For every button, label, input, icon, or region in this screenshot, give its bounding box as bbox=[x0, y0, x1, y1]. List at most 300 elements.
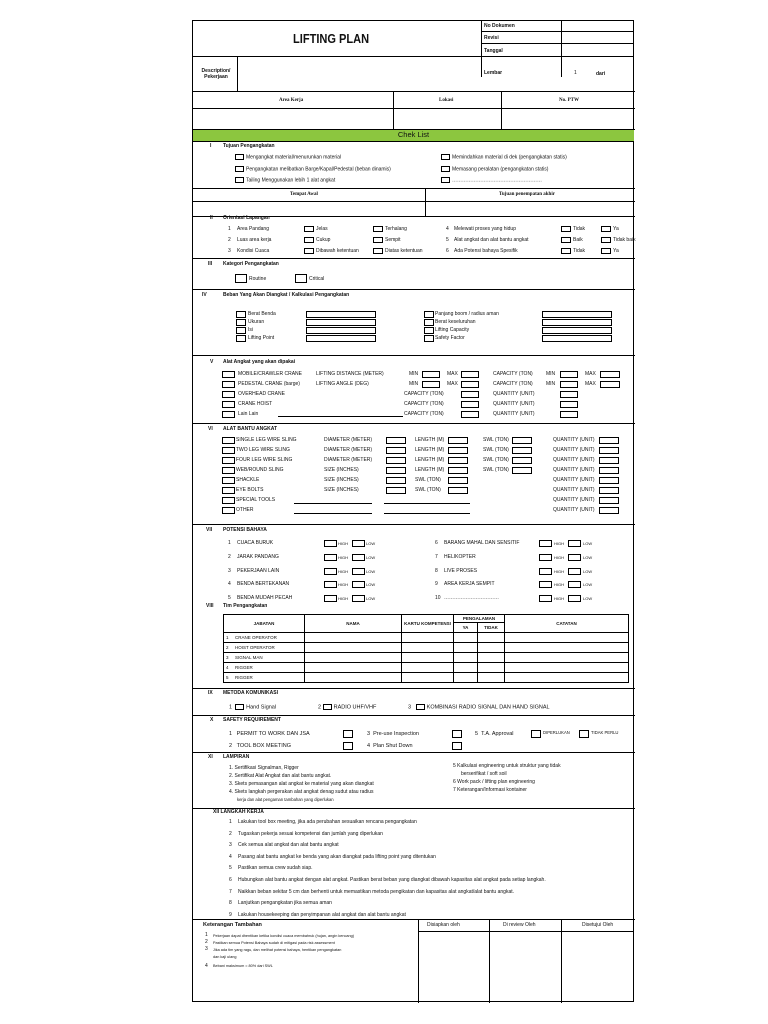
s6-field-b[interactable] bbox=[448, 437, 468, 444]
s4-left-checkbox[interactable] bbox=[236, 327, 246, 334]
team-catatan-cell[interactable] bbox=[505, 643, 629, 653]
s5-max2-field[interactable] bbox=[600, 371, 620, 378]
s1-opt-2[interactable]: Pengangkatan melibatkan Barge/Kapal/Pedestal (beban dinamis) bbox=[235, 166, 391, 173]
th-tidak: TIDAK bbox=[478, 623, 505, 633]
s7-high-checkbox[interactable] bbox=[539, 568, 552, 575]
team-catatan-cell[interactable] bbox=[505, 653, 629, 663]
s7-low-checkbox[interactable] bbox=[352, 581, 365, 588]
s2-opt1-checkbox[interactable] bbox=[304, 237, 314, 243]
s2-opt4-checkbox[interactable] bbox=[601, 226, 611, 232]
s6-field-c[interactable] bbox=[512, 447, 532, 454]
s6-item-label: SPECIAL TOOLS bbox=[236, 497, 276, 503]
table-row bbox=[224, 673, 629, 683]
s6-param-b: LENGTH (M) bbox=[415, 467, 445, 473]
s4-left-value-field[interactable] bbox=[306, 319, 376, 326]
s6-param-b: LENGTH (M) bbox=[415, 457, 445, 463]
s2-opt4-checkbox[interactable] bbox=[601, 237, 611, 243]
s12-step-text: Tugaskan pekerja sesuai kompetensi dan jumlah yang diperlukan bbox=[238, 830, 383, 837]
team-catatan-cell[interactable] bbox=[505, 663, 629, 673]
s6-field-d[interactable] bbox=[599, 437, 619, 444]
fill-line[interactable] bbox=[294, 503, 372, 504]
s2-opt1-checkbox[interactable] bbox=[304, 248, 314, 254]
s11-attachment-left: 3. Skets pemasangan alat angkat ke material yang akan diangkat bbox=[229, 781, 374, 787]
s4-right-checkbox[interactable] bbox=[424, 311, 434, 318]
s7-high-label: HIGH bbox=[338, 595, 348, 601]
s2-row-num: 3 bbox=[228, 248, 231, 254]
s1-opt-1[interactable]: Mengangkat material/menurunkan material bbox=[235, 154, 341, 161]
s6-field-a[interactable] bbox=[386, 477, 406, 484]
team-ya-cell[interactable] bbox=[454, 673, 478, 683]
team-tidak-cell[interactable] bbox=[478, 673, 505, 683]
s4-left-checkbox[interactable] bbox=[236, 319, 246, 326]
meta-label-no-dokumen: No Dokumen bbox=[484, 23, 515, 29]
s5-checkbox[interactable] bbox=[222, 381, 235, 388]
s9-opt-1[interactable]: 1 Hand Signal bbox=[229, 704, 277, 711]
team-ya-cell[interactable] bbox=[454, 633, 478, 643]
fill-line[interactable] bbox=[384, 503, 470, 504]
s6-field-d[interactable] bbox=[599, 497, 619, 504]
s6-item-label: FOUR LEG WIRE SLING bbox=[236, 457, 293, 463]
fill-line[interactable] bbox=[278, 416, 403, 417]
team-catatan-cell[interactable] bbox=[505, 633, 629, 643]
s5-min2-label: MIN bbox=[546, 371, 556, 377]
team-row-num: 4 bbox=[226, 664, 229, 670]
s12-step-num: 7 bbox=[229, 888, 232, 895]
s6-field-d[interactable] bbox=[599, 467, 619, 474]
s6-field-d[interactable] bbox=[599, 507, 619, 514]
s7-high-checkbox[interactable] bbox=[539, 581, 552, 588]
s6-field-a[interactable] bbox=[386, 457, 406, 464]
s5-min-label: MIN bbox=[409, 381, 419, 387]
s4-left-checkbox[interactable] bbox=[236, 311, 246, 318]
checkbox[interactable] bbox=[416, 704, 425, 710]
description-label: Description/ Pekerjaan bbox=[201, 68, 231, 80]
team-tidak-cell[interactable] bbox=[478, 653, 505, 663]
s5-param-1: CAPACITY (TON) bbox=[404, 391, 444, 397]
s7-high-checkbox[interactable] bbox=[324, 554, 337, 561]
s7-low-label: LOW bbox=[583, 581, 593, 587]
s9-title: METODA KOMUNIKASI bbox=[223, 690, 278, 696]
s4-right-label: Berat keseluruhan bbox=[435, 319, 476, 325]
team-kartu-cell[interactable] bbox=[402, 643, 454, 653]
s10-title: SAFETY REQUIREMENT bbox=[223, 717, 281, 723]
s5-param2-field[interactable] bbox=[560, 391, 578, 398]
s6-checkbox[interactable] bbox=[222, 477, 235, 484]
s5-max-field[interactable] bbox=[461, 381, 479, 388]
s10-item-3: 3 Pre-use Inspection bbox=[367, 731, 419, 737]
s5-max-label: MAX bbox=[447, 381, 458, 387]
ket-num: 3 bbox=[205, 946, 208, 953]
ket-text: Jika ada tim yang ragu, dan melihat potensi bahaya, hentikan pengangkatan bbox=[213, 947, 342, 952]
s11-attachment-left: 2. Sertifikat Alat Angkat dan alat bantu angkat. bbox=[229, 773, 332, 779]
checkbox[interactable] bbox=[441, 177, 450, 183]
s4-right-checkbox[interactable] bbox=[424, 327, 434, 334]
s9-num: IX bbox=[208, 690, 213, 696]
s6-checkbox[interactable] bbox=[222, 507, 235, 514]
s4-left-value-field[interactable] bbox=[306, 335, 376, 342]
s6-field-a[interactable] bbox=[386, 447, 406, 454]
team-role-cell bbox=[224, 653, 305, 663]
s7-high-checkbox[interactable] bbox=[539, 554, 552, 561]
s6-field-d[interactable] bbox=[599, 447, 619, 454]
s7-low-checkbox[interactable] bbox=[352, 568, 365, 575]
s6-param-a: DIAMETER (METER) bbox=[324, 457, 373, 463]
s1-opt-5[interactable]: Memasang peralatan (pengangkatan statis) bbox=[441, 166, 548, 173]
s5-param-1: LIFTING ANGLE (DEG) bbox=[316, 381, 369, 387]
s5-crane-label: OVERHEAD CRANE bbox=[238, 391, 285, 397]
s6-field-b[interactable] bbox=[448, 467, 468, 474]
team-nama-cell[interactable] bbox=[305, 653, 402, 663]
s4-left-checkbox[interactable] bbox=[236, 335, 246, 342]
s6-item-label: WEB/ROUND SLING bbox=[236, 467, 284, 473]
s4-left-value-field[interactable] bbox=[306, 327, 376, 334]
s7-high-label: HIGH bbox=[554, 568, 564, 574]
dari-label: dari bbox=[596, 71, 606, 77]
team-role-label: HOIST OPERATOR bbox=[235, 644, 275, 650]
s1-num: I bbox=[210, 143, 212, 149]
s5-param-2: QUANTITY (UNIT) bbox=[493, 401, 535, 407]
s7-high-label: HIGH bbox=[338, 540, 348, 546]
s4-right-label: Safety Factor bbox=[435, 335, 465, 341]
meta-label-revisi: Revisi bbox=[484, 35, 499, 41]
table-row bbox=[224, 643, 629, 653]
team-nama-cell[interactable] bbox=[305, 663, 402, 673]
ket-text: Pekerjaan dapat dhentikan ketika kondisi cuaca membahruk (hujan, angin kencang) bbox=[213, 933, 354, 938]
s7-hazard-label: JARAK PANDANG bbox=[237, 554, 279, 560]
s5-checkbox[interactable] bbox=[222, 371, 235, 378]
s2-num: II bbox=[210, 215, 213, 221]
s5-param1-field[interactable] bbox=[461, 401, 479, 408]
s6-param-a: SIZE (INCHES) bbox=[324, 487, 359, 493]
s6-checkbox[interactable] bbox=[222, 447, 235, 454]
s6-param-b: LENGTH (M) bbox=[415, 447, 445, 453]
s7-high-checkbox[interactable] bbox=[324, 568, 337, 575]
s7-high-checkbox[interactable] bbox=[539, 540, 552, 547]
s11-attachment-right: berserifikat / soft soil bbox=[461, 771, 507, 777]
s5-crane-label: Lain Lain bbox=[238, 411, 259, 417]
s5-checkbox[interactable] bbox=[222, 411, 235, 418]
s2-opt3-checkbox[interactable] bbox=[561, 248, 571, 254]
checkbox[interactable] bbox=[323, 704, 332, 710]
s7-title: POTENSI BAHAYA bbox=[223, 527, 267, 533]
s12-step-num: 6 bbox=[229, 877, 232, 883]
area-kerja-label: Area Kerja bbox=[279, 98, 304, 103]
s7-hazard-label: BENDA MUDAH PECAH bbox=[237, 595, 293, 601]
s6-param-d: QUANTITY (UNIT) bbox=[553, 477, 595, 483]
s5-min-label: MIN bbox=[409, 371, 419, 377]
s6-param-d: QUANTITY (UNIT) bbox=[553, 437, 595, 443]
checkbox[interactable] bbox=[441, 166, 450, 172]
s3-routine[interactable]: Routine bbox=[235, 274, 266, 283]
s5-param2-field[interactable] bbox=[560, 401, 578, 408]
team-row-num: 2 bbox=[226, 644, 229, 650]
s2-opt1-checkbox[interactable] bbox=[304, 226, 314, 232]
s4-left-label: Ukuran bbox=[248, 319, 265, 325]
s6-field-d[interactable] bbox=[599, 457, 619, 464]
s10-num: X bbox=[210, 717, 214, 723]
s4-right-value-field[interactable] bbox=[542, 319, 612, 326]
s7-hazard-label: CUACA BURUK bbox=[237, 540, 274, 546]
s6-field-b[interactable] bbox=[448, 487, 468, 494]
s2-opt2-label: Terhalang bbox=[385, 226, 407, 232]
s6-param-a: DIAMETER (METER) bbox=[324, 437, 373, 443]
team-catatan-cell[interactable] bbox=[505, 673, 629, 683]
team-nama-cell[interactable] bbox=[305, 673, 402, 683]
fill-line[interactable] bbox=[384, 513, 470, 514]
s6-field-c[interactable] bbox=[512, 457, 532, 464]
team-kartu-cell[interactable] bbox=[402, 653, 454, 663]
s5-checkbox[interactable] bbox=[222, 401, 235, 408]
s7-high-checkbox[interactable] bbox=[539, 595, 552, 602]
s10-item-4: 4 Plan Shut Down bbox=[367, 743, 413, 749]
s4-right-checkbox[interactable] bbox=[424, 319, 434, 326]
team-tidak-cell[interactable] bbox=[478, 633, 505, 643]
s5-param-1: LIFTING DISTANCE (METER) bbox=[316, 371, 384, 377]
s7-high-checkbox[interactable] bbox=[324, 540, 337, 547]
meta-label-tanggal: Tanggal bbox=[484, 48, 503, 54]
s7-low-checkbox[interactable] bbox=[352, 595, 365, 602]
s4-left-label: Lifting Point bbox=[248, 335, 275, 341]
s7-num: 9 bbox=[435, 581, 438, 587]
s6-title: ALAT BANTU ANGKAT bbox=[223, 426, 278, 432]
table-row bbox=[224, 633, 629, 643]
s6-param-d: QUANTITY (UNIT) bbox=[553, 447, 595, 453]
s5-max-label: MAX bbox=[447, 371, 458, 377]
s12-step-num: 5 bbox=[229, 865, 232, 872]
s10-checkbox-2[interactable] bbox=[343, 742, 353, 750]
s6-checkbox[interactable] bbox=[222, 437, 235, 444]
s12-step-text: Lanjutkan pengangkatan jika semua aman bbox=[238, 900, 332, 907]
s5-param2-field[interactable] bbox=[560, 411, 578, 418]
s4-title: Beban Yang Akan Diangkat / Kalkulasi Pengangkatan bbox=[223, 292, 350, 298]
s6-field-a[interactable] bbox=[386, 437, 406, 444]
s7-num: 8 bbox=[435, 568, 438, 574]
s6-param-b: LENGTH (M) bbox=[415, 437, 445, 443]
team-kartu-cell[interactable] bbox=[402, 633, 454, 643]
s5-max2-label: MAX bbox=[585, 381, 596, 387]
s6-field-b[interactable] bbox=[448, 447, 468, 454]
team-kartu-cell[interactable] bbox=[402, 663, 454, 673]
s10-diperlukan: DIPERLUKAN bbox=[543, 730, 570, 735]
s6-param-c: SWL (TON) bbox=[483, 437, 509, 443]
s7-low-label: LOW bbox=[583, 568, 593, 574]
s8-title: Tim Pengangkatan bbox=[223, 603, 268, 609]
s2-opt3-checkbox[interactable] bbox=[561, 226, 571, 232]
s7-num: 7 bbox=[435, 554, 438, 560]
s7-low-checkbox[interactable] bbox=[352, 554, 365, 561]
s5-min-field[interactable] bbox=[422, 381, 440, 388]
s2-opt3-label: Baik bbox=[573, 237, 583, 243]
s7-hazard-label: AREA KERJA SEMPIT bbox=[444, 581, 495, 587]
s5-checkbox[interactable] bbox=[222, 391, 235, 398]
s10-checkbox-1[interactable] bbox=[343, 730, 353, 738]
s7-num: 6 bbox=[435, 540, 438, 546]
s7-high-checkbox[interactable] bbox=[324, 595, 337, 602]
s9-opt-3[interactable]: 3 KOMBINASI RADIO SIGNAL DAN HAND SIGNAL bbox=[408, 704, 550, 711]
checklist-header bbox=[193, 129, 634, 142]
s7-low-label: LOW bbox=[583, 540, 593, 546]
s2-opt1-label: Cukup bbox=[316, 237, 331, 243]
s7-low-checkbox[interactable] bbox=[352, 540, 365, 547]
th-jabatan: JABATAN bbox=[224, 615, 305, 633]
team-tidak-cell[interactable] bbox=[478, 643, 505, 653]
team-role-label: RIGGER bbox=[235, 664, 253, 670]
lifting-plan-form bbox=[192, 20, 634, 1002]
lokasi-label: Lokasi bbox=[439, 98, 454, 103]
s10-checkbox-4[interactable] bbox=[452, 742, 462, 750]
team-ya-cell[interactable] bbox=[454, 653, 478, 663]
s7-high-label: HIGH bbox=[338, 554, 348, 560]
s6-field-b[interactable] bbox=[448, 477, 468, 484]
s5-param1-field[interactable] bbox=[461, 391, 479, 398]
team-role-cell bbox=[224, 633, 305, 643]
team-ya-cell[interactable] bbox=[454, 663, 478, 673]
s7-hazard-label: BARANG MAHAL DAN SENSITIF bbox=[444, 540, 520, 546]
s6-param-d: QUANTITY (UNIT) bbox=[553, 507, 595, 513]
s6-item-label: EYE BOLTS bbox=[236, 487, 264, 493]
s8-num: VIII bbox=[206, 603, 214, 609]
s7-num: 5 bbox=[228, 595, 231, 601]
s4-right-checkbox[interactable] bbox=[424, 335, 434, 342]
s5-min2-field[interactable] bbox=[560, 371, 578, 378]
s2-opt4-checkbox[interactable] bbox=[601, 248, 611, 254]
s3-critical[interactable]: Critical bbox=[295, 274, 324, 283]
s1-opt-3[interactable]: Tailing Menggunakan lebih 1 alat angkat bbox=[235, 177, 335, 184]
s6-field-c[interactable] bbox=[512, 467, 532, 474]
s12-step-num: 9 bbox=[229, 911, 232, 918]
s2-title: Orientasi Lapangan bbox=[223, 215, 270, 221]
fill-line[interactable] bbox=[294, 513, 372, 514]
s7-high-checkbox[interactable] bbox=[324, 581, 337, 588]
s6-checkbox[interactable] bbox=[222, 457, 235, 464]
s5-max-field[interactable] bbox=[461, 371, 479, 378]
team-tidak-cell[interactable] bbox=[478, 663, 505, 673]
s7-low-checkbox[interactable] bbox=[568, 595, 581, 602]
table-row bbox=[224, 663, 629, 673]
s6-field-d[interactable] bbox=[599, 487, 619, 494]
s6-param-d: QUANTITY (UNIT) bbox=[553, 487, 595, 493]
s7-hazard-label: …………………………… bbox=[444, 595, 499, 601]
s4-right-label: Panjang boom / radius aman bbox=[435, 311, 499, 317]
tujuan-akhir-label: Tujuan penempatan akhir bbox=[499, 192, 555, 197]
s3-title: Kategori Pengangkatan bbox=[223, 261, 279, 267]
s12-step-text: Pasang alat bantu angkat ke benda yang akan diangkat pada lifting point yang ditentukan bbox=[238, 853, 436, 860]
s2-row-num: 2 bbox=[228, 237, 231, 243]
s6-field-c[interactable] bbox=[512, 437, 532, 444]
s6-param-d: QUANTITY (UNIT) bbox=[553, 467, 595, 473]
s4-right-value-field[interactable] bbox=[542, 311, 612, 318]
checkbox[interactable] bbox=[235, 274, 247, 283]
s5-max2-field[interactable] bbox=[600, 381, 620, 388]
s1-opt-4[interactable]: Memindahkan material di dek (pengangkatan statis) bbox=[441, 154, 567, 161]
s6-item-label: SHACKLE bbox=[236, 477, 260, 483]
s2-opt2-checkbox[interactable] bbox=[373, 226, 383, 232]
s2-opt4-label: Tidak baik bbox=[613, 237, 636, 243]
s2-opt3-label: Tidak bbox=[573, 248, 586, 254]
s5-crane-label: CRANE HOIST bbox=[238, 401, 273, 407]
s5-min-field[interactable] bbox=[422, 371, 440, 378]
team-nama-cell[interactable] bbox=[305, 643, 402, 653]
ket-text: dan kaji ulang bbox=[213, 955, 237, 960]
lembar-value: 1 bbox=[574, 70, 577, 76]
s11-attachment-right: 6 Work pack / lifting plan engineering bbox=[453, 779, 535, 785]
s1-opt-6[interactable]: ……………………………………………… bbox=[441, 177, 542, 184]
checkbox[interactable] bbox=[235, 166, 244, 172]
s6-checkbox[interactable] bbox=[222, 497, 235, 504]
s11-attachment-left: 1. Sertifikasi Signalman, Rigger bbox=[229, 765, 299, 771]
s7-low-label: LOW bbox=[583, 595, 593, 601]
s4-right-value-field[interactable] bbox=[542, 327, 612, 334]
s5-title: Alat Angkat yang akan dipakai bbox=[223, 359, 296, 365]
s12-step-text: Hubungkan alat bantu angkat dengan alat angkat. Pastikan berat beban yang diangkat dibawah kapasitas alat angkat pada setiap langkah. bbox=[238, 877, 546, 883]
team-role-cell bbox=[224, 673, 305, 683]
s5-min2-field[interactable] bbox=[560, 381, 578, 388]
checkbox[interactable] bbox=[235, 704, 244, 710]
s10-tidak-perlu: TIDAK PERLU bbox=[591, 730, 619, 735]
checkbox[interactable] bbox=[235, 154, 244, 160]
team-role-label: SIGNAL MAN bbox=[235, 654, 263, 660]
s2-opt2-checkbox[interactable] bbox=[373, 237, 383, 243]
s2-row-label: Area Pandang bbox=[237, 226, 269, 232]
team-row-num: 1 bbox=[226, 634, 229, 640]
s7-low-checkbox[interactable] bbox=[568, 581, 581, 588]
s4-left-label: Isi bbox=[248, 327, 253, 333]
s2-opt2-checkbox[interactable] bbox=[373, 248, 383, 254]
s2-opt3-checkbox[interactable] bbox=[561, 237, 571, 243]
checkbox[interactable] bbox=[295, 274, 307, 283]
s6-checkbox[interactable] bbox=[222, 467, 235, 474]
s7-high-label: HIGH bbox=[554, 554, 564, 560]
s6-param-c: SWL (TON) bbox=[483, 467, 509, 473]
s7-low-checkbox[interactable] bbox=[568, 554, 581, 561]
table-row bbox=[224, 653, 629, 663]
s4-left-value-field[interactable] bbox=[306, 311, 376, 318]
checkbox[interactable] bbox=[441, 154, 450, 160]
s7-high-label: HIGH bbox=[338, 568, 348, 574]
checklist-title: Chek List bbox=[397, 130, 430, 139]
s6-field-d[interactable] bbox=[599, 477, 619, 484]
ket-num: 1 bbox=[205, 932, 208, 938]
s2-opt2-label: Sempit bbox=[385, 237, 401, 243]
team-ya-cell[interactable] bbox=[454, 643, 478, 653]
team-kartu-cell[interactable] bbox=[402, 673, 454, 683]
s6-checkbox[interactable] bbox=[222, 487, 235, 494]
s7-low-checkbox[interactable] bbox=[568, 568, 581, 575]
s4-left-label: Berat Benda bbox=[248, 311, 276, 317]
team-row-num: 5 bbox=[226, 674, 229, 680]
s7-low-checkbox[interactable] bbox=[568, 540, 581, 547]
s10-checkbox-3[interactable] bbox=[452, 730, 462, 738]
s5-crane-label: MOBILE/CRAWLER CRANE bbox=[238, 371, 302, 377]
s6-field-a[interactable] bbox=[386, 487, 406, 494]
team-nama-cell[interactable] bbox=[305, 633, 402, 643]
s10-tidak-perlu-checkbox[interactable] bbox=[579, 730, 589, 738]
s7-high-label: HIGH bbox=[554, 540, 564, 546]
s4-right-value-field[interactable] bbox=[542, 335, 612, 342]
s2-opt1-label: Dibawah ketentuan bbox=[316, 248, 359, 254]
s10-item-2: 2 TOOL BOX MEETING bbox=[229, 743, 292, 749]
s5-param1-field[interactable] bbox=[461, 411, 479, 418]
s9-opt-2[interactable]: 2 RADIO UHF/VHF bbox=[318, 704, 377, 711]
s7-high-label: HIGH bbox=[554, 595, 564, 601]
checkbox[interactable] bbox=[235, 177, 244, 183]
s6-field-b[interactable] bbox=[448, 457, 468, 464]
s7-low-label: LOW bbox=[366, 581, 376, 587]
s6-item-label: SINGLE LEG WIRE SLING bbox=[236, 437, 297, 443]
s2-row-num-2: 4 bbox=[446, 226, 449, 232]
s6-field-a[interactable] bbox=[386, 467, 406, 474]
s10-diperlukan-checkbox[interactable] bbox=[531, 730, 541, 738]
